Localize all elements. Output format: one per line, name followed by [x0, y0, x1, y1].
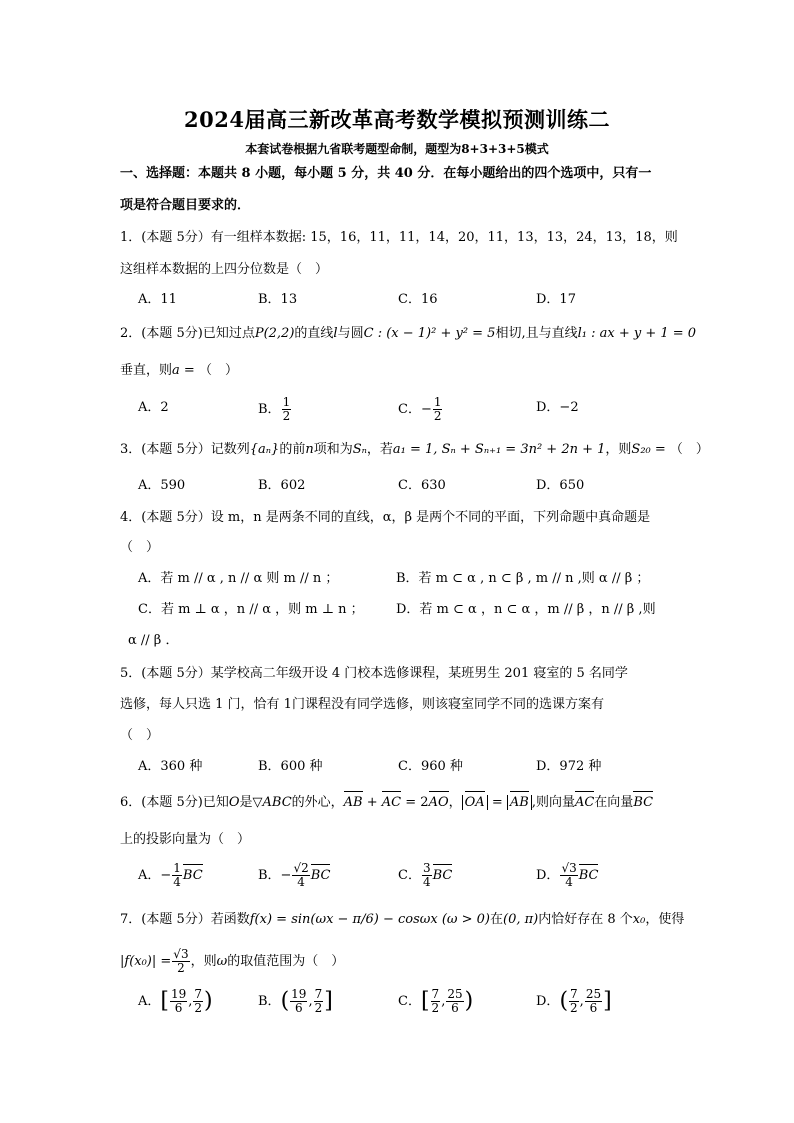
q6-option-d[interactable]: D． $\frac{√3}{4}$ BC [536, 861, 599, 889]
q5-stem-line2: 选修，每人只选 1 门，恰有 1门课程没有同学选修，则该寝室同学不同的选课方案有 [120, 697, 604, 712]
q4-stem-line2: （ ） [120, 540, 160, 555]
q3-option-d[interactable]: D．650 [536, 478, 585, 493]
q5-stem-line1: 5．(本题 5分）某学校高二年级开设 4 门校本选修课程，某班男生 201 寝室的 5 名同学 [120, 666, 628, 681]
q3-option-a[interactable]: A．590 [138, 478, 186, 493]
q7-stem-line2: |f(x₀)| = $\frac{√3}{2}$ ，则ω的取值范围为（ ） [120, 947, 345, 975]
q4-option-d-cont: α // β ． [128, 633, 179, 648]
q7-option-b[interactable]: B．( $\frac{19}{6}$ , $\frac{7}{2}$ ] [258, 987, 333, 1015]
q2-point: P(2,2) [254, 326, 295, 341]
q2-option-c[interactable]: C．− $\frac{1}{2}$ [398, 395, 442, 423]
q3-option-b[interactable]: B．602 [258, 478, 306, 493]
section-heading-line1: 一、选择题：本题共 8 小题，每小题 5 分，共 40 分．在每小题给出的四个选项中，只有一 [120, 166, 652, 181]
q1-option-d[interactable]: D．17 [536, 292, 576, 307]
q5-option-c[interactable]: C．960 种 [398, 759, 463, 774]
section-heading-line2: 项是符合题目要求的． [120, 198, 251, 213]
q1-stem-line1: 1．(本题 5分）有一组样本数据: 15，16，11，11，14，20，11，13，13，24，13，18，则 [120, 230, 678, 245]
q2-stem-line2: 垂直，则a = （ ） [120, 363, 238, 378]
q1-option-a[interactable]: A．11 [138, 292, 177, 307]
q6-stem-line1: 6．(本题 5分)已知O是▽ABC的外心，AB + AC = 2AO， OA = AB ,则向量AC在向量BC [120, 793, 653, 813]
q5-stem-line3: （ ） [120, 728, 160, 743]
q2-option-a[interactable]: A．2 [138, 400, 169, 415]
q2-option-d[interactable]: D．−2 [536, 400, 579, 415]
q7-option-a[interactable]: A．[ $\frac{19}{6}$ , $\frac{7}{2}$ ) [138, 987, 213, 1015]
q6-option-b[interactable]: B．− $\frac{√2}{4}$ BC [258, 861, 331, 889]
q4-stem-line1: 4．(本题 5分）设 m，n 是两条不同的直线，α，β 是两个不同的平面，下列命题中真命题是 [120, 510, 651, 525]
q4-option-d[interactable]: D．若 m ⊂ α ，n ⊂ α ，m // β ，n // β ,则 [396, 602, 656, 617]
q6-option-c[interactable]: C． $\frac{3}{4}$ BC [398, 861, 453, 889]
q2-line: l₁ : ax + y + 1 = 0 [577, 326, 697, 341]
q6-stem-line2: 上的投影向量为（ ） [120, 832, 251, 847]
q3-option-c[interactable]: C．630 [398, 478, 446, 493]
q3-condition: a₁ = 1, Sₙ + Sₙ₊₁ = 3n² + 2n + 1 [392, 442, 606, 457]
q5-option-d[interactable]: D．972 种 [536, 759, 602, 774]
q2-stem-line1: 2．(本题 5分)已知过点P(2,2)的直线l与圆C : (x − 1)² + y² = 5相切,且与直线l₁ : ax + y + 1 = 0 [120, 326, 697, 341]
q3-stem: 3．(本题 5分）记数列{aₙ}的前n项和为Sₙ，若a₁ = 1, Sₙ + Sₙ₊₁ = 3n² + 2n + 1，则S₂₀ = （ ） [120, 442, 709, 457]
q5-option-a[interactable]: A．360 种 [138, 759, 203, 774]
q1-option-c[interactable]: C．16 [398, 292, 438, 307]
q4-option-a[interactable]: A．若 m // α , n // α 则 m // n ； [138, 571, 339, 586]
q1-stem-line2: 这组样本数据的上四分位数是（ ） [120, 262, 329, 277]
q2-fraction-c: $\frac{1}{2}$ [433, 395, 442, 423]
q4-option-b[interactable]: B．若 m ⊂ α , n ⊂ β , m // n ,则 α // β ； [396, 571, 650, 586]
q7-option-c[interactable]: C．[ $\frac{7}{2}$ , $\frac{25}{6}$ ) [398, 987, 474, 1015]
q7-function: f(x) = sin(ωx − π/6) − cosωx (ω > 0) [249, 912, 490, 927]
q6-option-a[interactable]: A．− $\frac{1}{4}$ BC [138, 861, 203, 889]
q2-fraction-b: $\frac{1}{2}$ [282, 395, 291, 423]
q2-circle: C : (x − 1)² + y² = 5 [363, 326, 496, 341]
q4-option-c[interactable]: C．若 m ⊥ α ，n // α ，则 m ⊥ n ； [138, 602, 364, 617]
q7-option-d[interactable]: D．( $\frac{7}{2}$ , $\frac{25}{6}$ ] [536, 987, 612, 1015]
page-subtitle: 本套试卷根据九省联考题型命制，题型为8+3+3+5模式 [245, 142, 549, 156]
page-title: 2024届高三新改革高考数学模拟预测训练二 [184, 107, 610, 132]
q2-option-b[interactable]: B． $\frac{1}{2}$ [258, 395, 291, 423]
q5-option-b[interactable]: B．600 种 [258, 759, 323, 774]
q7-stem-line1: 7．(本题 5分）若函数f(x) = sin(ωx − π/6) − cosωx (ω > 0)在(0, π)内恰好存在 8 个x₀，使得 [120, 912, 685, 927]
q1-option-b[interactable]: B．13 [258, 292, 298, 307]
